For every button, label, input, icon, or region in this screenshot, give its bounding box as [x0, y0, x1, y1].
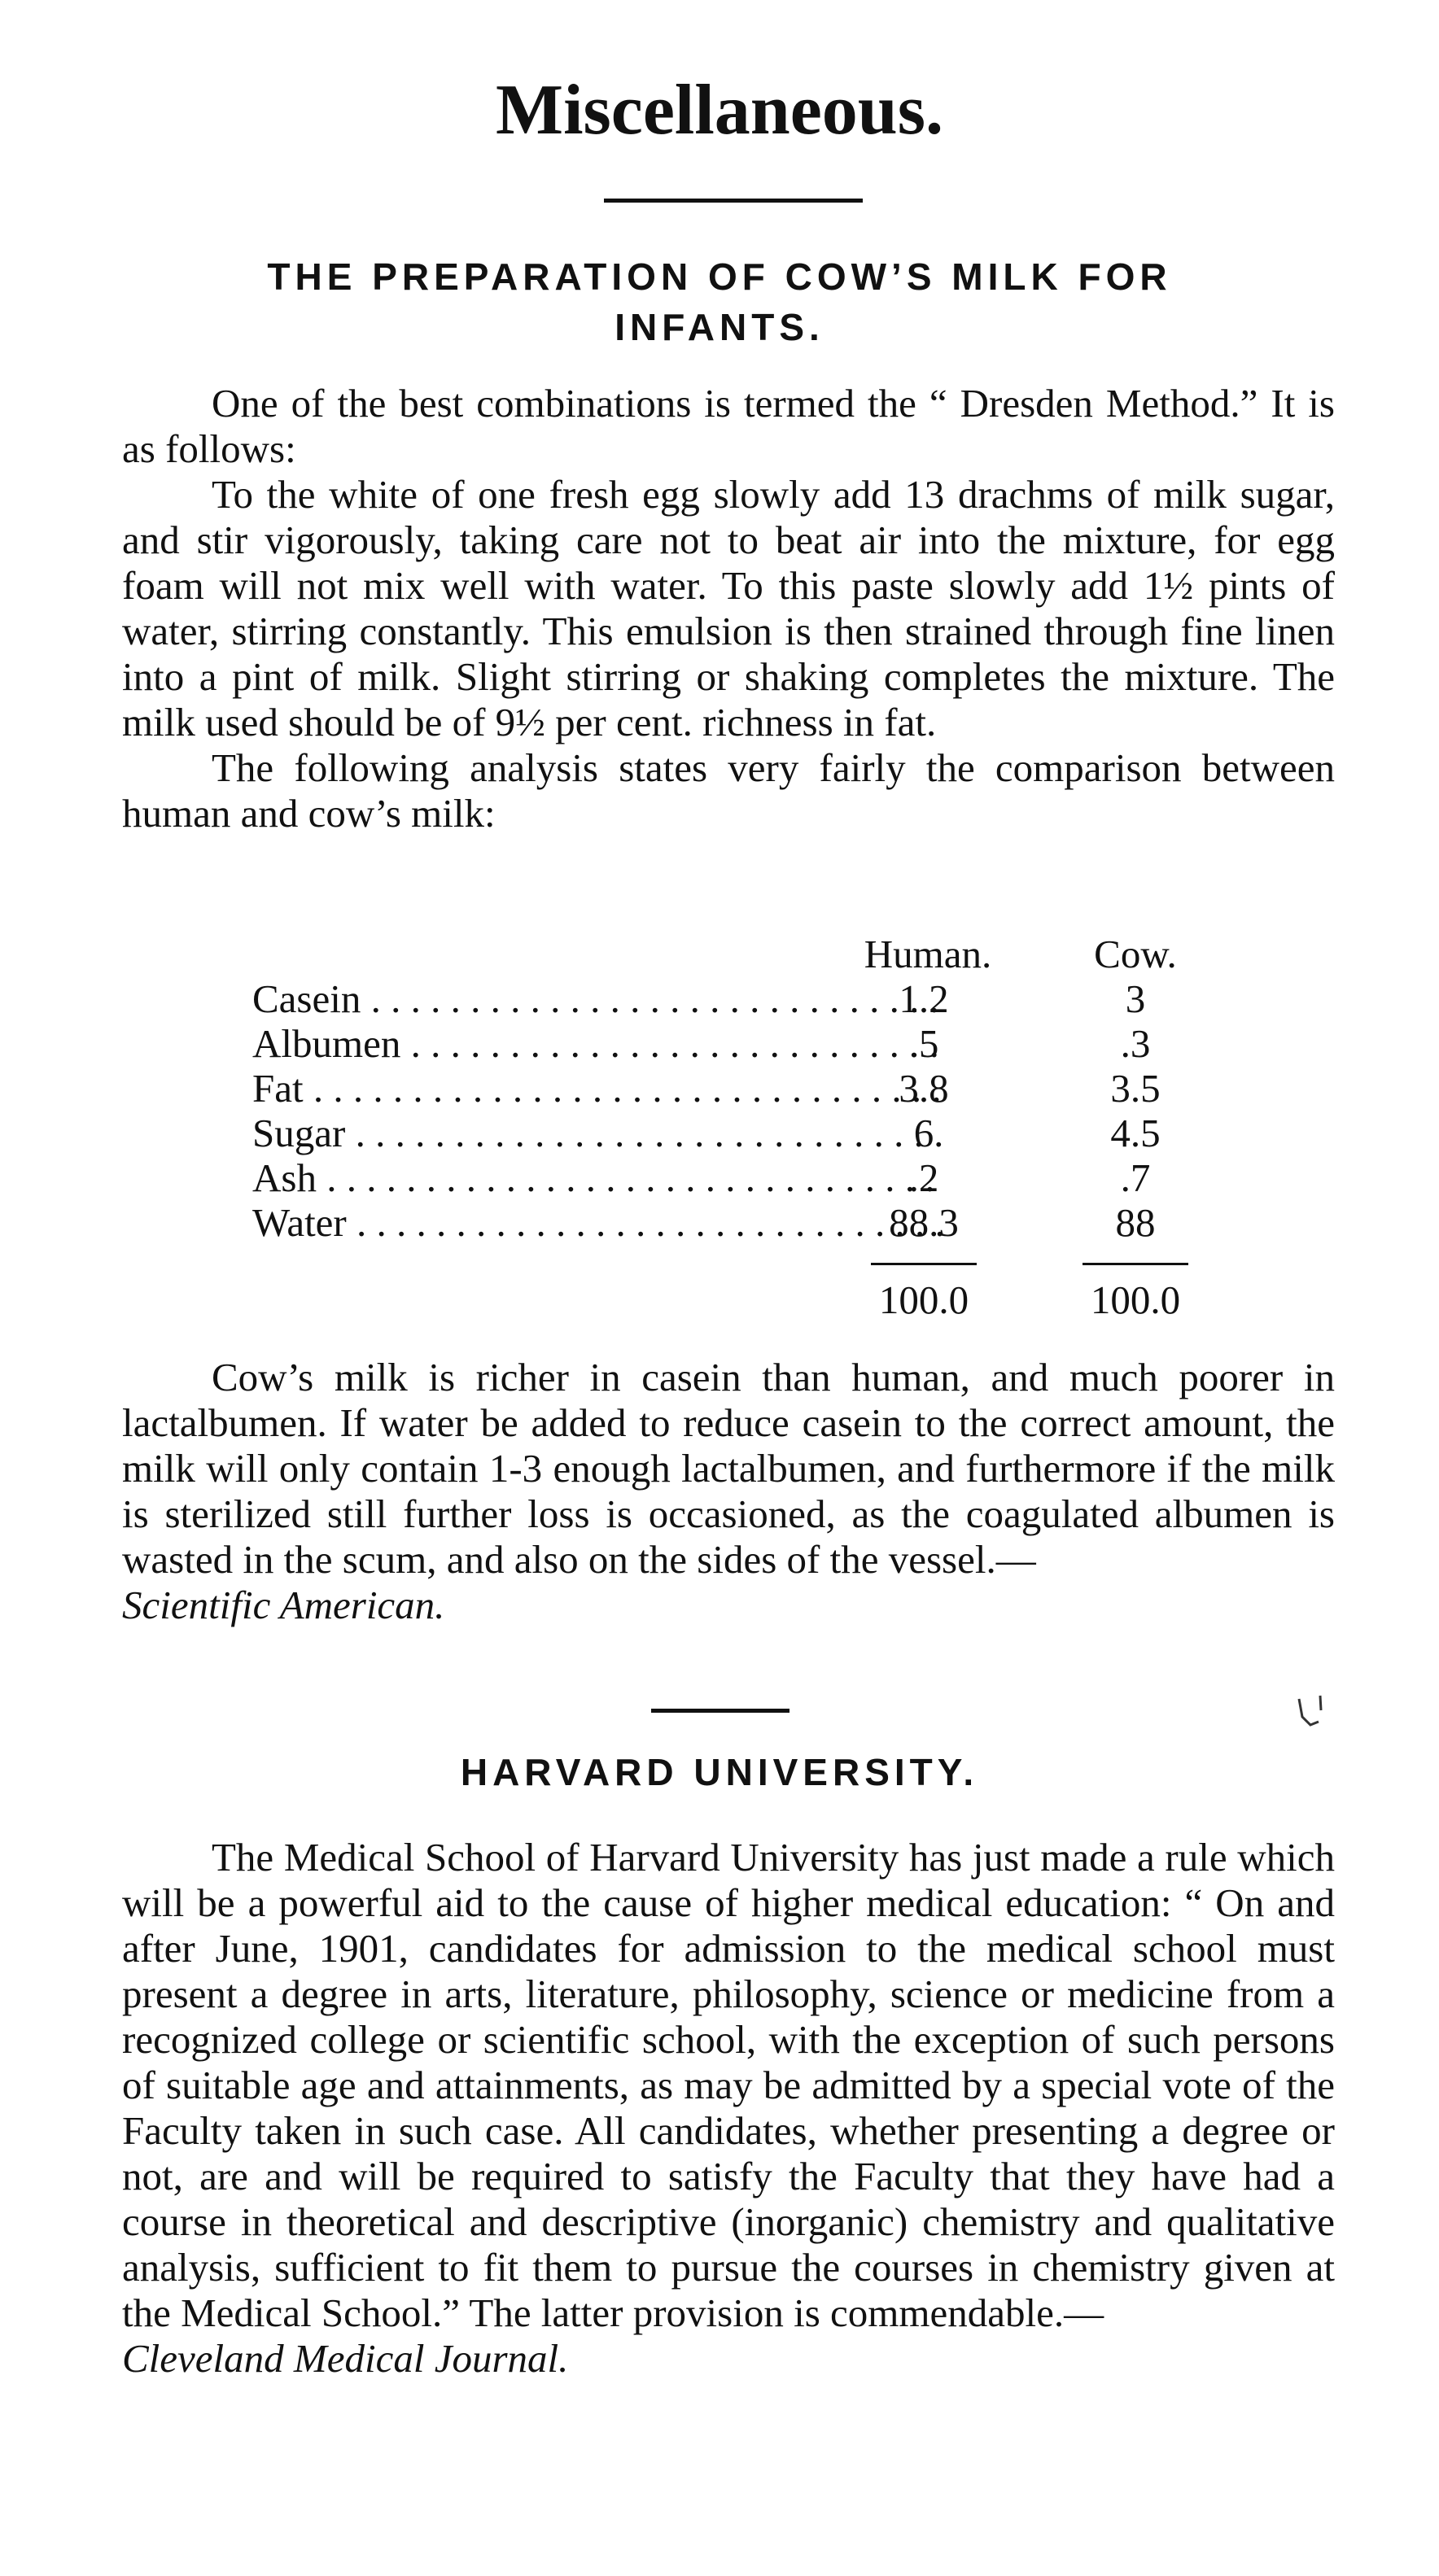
article1-closing — [122, 1355, 1335, 1628]
article1-paragraph-4: Cow’s milk is richer in casein than human, and much poorer in lactalbumen. If water be added to reduce casein to the correct amount, the milk will only contain 1-3 enough lactalbumen, and furthermore if the milk is sterilized still further loss is occasioned, as the coagulated albumen is wasted in the scum, and also on the sides of the vessel.— — [122, 1355, 1335, 1582]
column-header-human: Human. — [864, 932, 992, 976]
row-label: Fat . . . — [252, 1066, 944, 1111]
human-value: .5 — [908, 1021, 939, 1066]
human-value: 88.3 — [889, 1200, 959, 1245]
ink-smudge-mark — [1294, 1692, 1327, 1729]
cow-value: 4.5 — [1110, 1111, 1161, 1155]
row-label: Albumen . . . — [252, 1021, 944, 1066]
section-title: Miscellaneous. — [496, 71, 943, 150]
article2-body — [122, 1835, 1335, 2382]
article1-paragraph-3: The following analysis states very fairly the comparison between human and cow’s milk: — [122, 745, 1335, 836]
row-label: Sugar . . . — [252, 1111, 944, 1155]
human-value: 1.2 — [899, 976, 949, 1021]
total-cow: 100.0 — [1090, 1277, 1181, 1322]
article1-paragraph-2: To the white of one fresh egg slowly add 13 drachms of milk sugar, and stir vigorously, taking care not to beat air into the mixture, for egg foam will not mix well with water. To this paste slowly add 1½ pints of water, stirring constantly. This emulsion is then strained through fine linen into a pint of milk. Slight stirring or shaking completes the mixture. The milk used should be of 9½ per cent. richness in fat. — [122, 472, 1335, 744]
sum-rule-human — [871, 1263, 977, 1265]
cow-value: .7 — [1120, 1155, 1151, 1200]
title-rule — [604, 199, 863, 203]
cow-value: 3 — [1125, 976, 1146, 1021]
column-header-cow: Cow. — [1094, 932, 1177, 976]
table-row — [252, 1155, 1229, 1200]
cow-value: 3.5 — [1110, 1066, 1161, 1111]
table-total-row — [252, 1277, 1229, 1322]
milk-analysis-table — [252, 932, 1229, 1322]
human-value: 3.8 — [899, 1066, 949, 1111]
table-row — [252, 1021, 1229, 1066]
sum-rule-cow — [1083, 1263, 1188, 1265]
cow-value: 88 — [1115, 1200, 1156, 1245]
human-value: .2 — [908, 1155, 939, 1200]
article1-intro — [122, 381, 1335, 836]
table-header — [252, 932, 1229, 976]
article1-paragraph-1: One of the best combinations is termed the “ Dresden Method.” It is as follows: — [122, 381, 1335, 471]
article2-citation: Cleveland Medical Journal. — [122, 2336, 569, 2381]
sum-rules-row — [252, 1245, 1229, 1277]
human-value: 6 — [913, 1111, 934, 1155]
table-row — [252, 976, 1229, 1021]
article2-paragraph-1: The Medical School of Harvard University has just made a rule which will be a powerful aid to the cause of higher medical education: “ On and after June, 1901, candidates for admission to the medical school must present a degree in arts, literature, philosophy, science or medicine from a recognized college or scientific school, with the exception of such persons of suitable age and attainments, as may be admitted by a special vote of the Faculty taken in such case. All candidates, whether presenting a degree or not, are and will be required to satisfy the Faculty that they have had a course in theoretical and descriptive (inorganic) chemistry and qualitative analysis, sufficient to fit them to pursue the courses in chemistry given at the Medical School.” The latter provision is commendable.— — [122, 1835, 1335, 2335]
total-human: 100.0 — [878, 1277, 969, 1322]
row-label: Casein . . . — [252, 976, 944, 1021]
table-row — [252, 1066, 1229, 1111]
row-label: Ash . . . — [252, 1155, 944, 1200]
cow-value: .3 — [1120, 1021, 1151, 1066]
article1-heading-line2: INFANTS. — [615, 306, 824, 348]
section-divider — [651, 1709, 789, 1713]
table-row — [252, 1111, 1229, 1155]
article1-citation: Scientific American. — [122, 1583, 445, 1627]
table-row — [252, 1200, 1229, 1245]
row-label: Water . . . — [252, 1200, 944, 1245]
article1-heading-line1: THE PREPARATION OF COW’S MILK FOR — [267, 255, 1172, 298]
article2-heading: HARVARD UNIVERSITY. — [460, 1751, 979, 1793]
